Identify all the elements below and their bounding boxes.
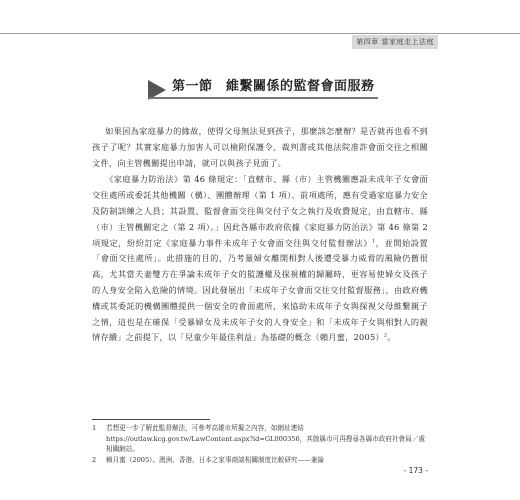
chapter-header: 第四章 當家庭走上法庭 — [352, 35, 438, 49]
paragraph — [92, 172, 428, 346]
footnote-number: 1 — [92, 424, 97, 432]
page-number: - 173 - — [403, 466, 428, 475]
paragraph-text: 《家庭暴力防治法》第 46 條規定：「直轄市、縣（市）主管機關應設未成年子女會面交往處所或委託其他機關（構）、團體辦理（第 1 項）。前項處所，應有受過家庭暴力安全及防制訓練之人員；其設置、監督會面交往與交付子女之執行及收費規定，由直轄市、縣（市）主管機關定之（第 2 項）。」因此各縣市政府依據《家庭暴力防治法》第 46 條第 2 項規定，紛紛訂定《家庭暴力事件未成年子女會面交往與交付監督辦法》 — [92, 174, 428, 248]
title-underline — [148, 97, 378, 99]
section-title: 第一節 維繫關係的監督會面服務 — [172, 79, 375, 94]
footnote-divider — [92, 419, 210, 420]
section-heading — [148, 78, 388, 100]
footnote-number: 2 — [92, 455, 97, 464]
paragraph-text: 如果因為家庭暴力的緣故，使得父母無法見到孩子，那麼該怎麼辦？是否就再也看不到孩子了呢？其實家庭暴力加害人可以檢附保護令、裁判書或其他法院准許會面交往之相關文件，向主管機關提出申請，就可以與孩子見面了。 — [92, 126, 428, 168]
paragraph-text: 。 — [387, 332, 396, 343]
footnotes — [92, 423, 428, 465]
footnote-ref[interactable]: 1 — [372, 237, 376, 244]
footnote-text: 若想更一步了解此監督辦法，可參考高雄市所擬之內容，如網址連結 https://outlaw.kcg.gov.tw/LawContent.aspx?id=GL000356，其餘縣市可再搜尋各縣市政府社會局／處相關網站。 — [106, 424, 425, 453]
header-rule — [0, 33, 520, 49]
footnote-text: 賴月蜜（2005）。澳洲、香港、日本之家事商談相關制度比較研究——兼論 — [106, 455, 324, 464]
footnote-item — [92, 455, 428, 466]
paragraph — [92, 124, 428, 171]
footnote-ref[interactable]: 2 — [383, 332, 388, 339]
footnote-item — [92, 423, 428, 455]
body-text — [92, 124, 428, 346]
paragraph-text: ，並開始設置「會面交往處所」。此措施的目的，乃考量婦女離開相對人後遭受暴力威脅的風險仍舊很高，尤其當夫妻雙方在爭論未成年子女的監護權及探視權的歸屬時，更容易使婦女及孩子的人身安全陷入危險的情境。因此發展出「未成年子女會面交往交付監督服務」，由政府機構或其委託的機構團體提供一個安全的會面處所，來協助未成年子女與探視父母維繫親子之情，這也是在確保「受暴婦女及未成年子女的人身安全」和「未成年子女與相對人的親情存續」之前提下，以「兒童少年最佳利益」為基礎的概念（賴月蜜，2005） — [92, 237, 428, 343]
